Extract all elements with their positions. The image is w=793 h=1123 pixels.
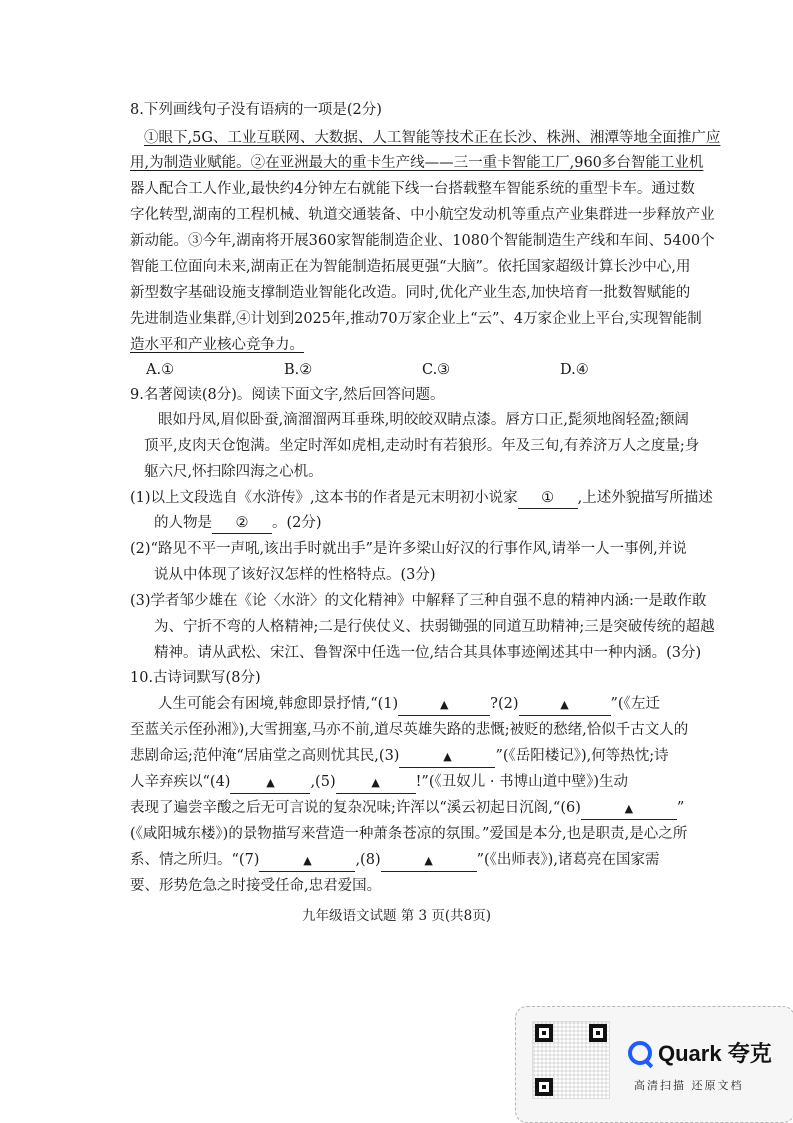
option-d: D.④ — [560, 362, 589, 378]
q9-sub3-line2: 为、宁折不弯的人格精神;二是行侠仗义、扶弱锄强的同道互助精神;三是突破传统的超越 — [154, 619, 715, 635]
q9-sub1-line2 — [154, 513, 322, 534]
q10-text-10: 表现了遍尝辛酸之后无可言说的复杂况味;许浑以“溪云初起日沉阁,“(6) — [130, 800, 581, 816]
option-b: B.② — [284, 362, 313, 378]
q10-line-8: 要、形势危急之时接受任命,忠君爱国。 — [130, 878, 382, 894]
q10-line-5 — [130, 798, 684, 820]
option-c: C.③ — [422, 362, 451, 378]
q10-line-3 — [130, 746, 669, 768]
q9-sub2-line1: (2)“路见不平一声吼,该出手时就出手”是许多梁山好汉的行事作风,请举一人一事例,并说 — [130, 541, 687, 557]
page-footer: 九年级语文试题 第 3 页(共8页) — [301, 908, 492, 924]
poem-blank-7[interactable]: ▲ — [259, 851, 355, 872]
q10-text-9: !”(《丑奴儿 · 书博山道中壁》)生动 — [415, 774, 628, 790]
quark-watermark — [515, 1006, 793, 1123]
q10-line-2: 至蓝关示侄孙湘》),大雪拥塞,马亦不前,道尽英雄失路的悲慨;被贬的愁绪,恰似千古文人的 — [130, 722, 689, 738]
poem-blank-3[interactable]: ▲ — [399, 747, 495, 768]
q9-sub1-text-c: 的人物是 — [154, 515, 212, 531]
poem-blank-2[interactable]: ▲ — [519, 695, 611, 716]
qr-code-icon — [532, 1021, 610, 1099]
q10-text-1: 人生可能会有困境,韩愈即景抒情,“(1) — [158, 696, 399, 712]
q10-text-6: ”(《岳阳楼记》),何等热忱;诗 — [495, 748, 669, 764]
q9-sub3-line3: 精神。请从武松、宋江、鲁智深中任选一位,结合其具体事迹阐述其中一种内涵。(3分) — [154, 645, 702, 661]
q8-line-6: 智能工位面向未来,湖南正在为智能制造拓展更强“大脑”。依托国家超级计算长沙中心,用 — [130, 259, 691, 275]
q9-passage-3: 躯六尺,怀扫除四海之心机。 — [144, 464, 323, 480]
poem-blank-4[interactable]: ▲ — [230, 773, 310, 794]
quark-tagline: 高清扫描 还原文档 — [634, 1079, 744, 1092]
q9-sub1-text-d: 。(2分) — [272, 515, 322, 531]
q10-line-4 — [130, 772, 628, 794]
q10-text-7: 人辛弃疾以“(4) — [130, 774, 231, 790]
q10-text-5: 悲剧命运;范仲淹“居庙堂之高则忧其民,(3) — [130, 748, 400, 764]
q10-text-13: 系、情之所归。“(7) — [130, 852, 260, 868]
q9-sub1-text-a: (1)以上文段选自《水浒传》,这本书的作者是元末明初小说家 — [130, 490, 518, 506]
poem-blank-6[interactable]: ▲ — [581, 799, 677, 820]
q10-title: 10.古诗词默写(8分) — [130, 670, 261, 686]
q10-text-8: ,(5) — [310, 774, 336, 790]
poem-blank-8[interactable]: ▲ — [381, 851, 477, 872]
answer-blank-1[interactable]: ① — [518, 488, 578, 509]
q9-title: 9.名著阅读(8分)。阅读下面文字,然后回答问题。 — [130, 387, 445, 403]
quark-brand: Quark 夸克 — [658, 1041, 772, 1066]
quark-logo-icon — [628, 1041, 652, 1065]
poem-blank-1[interactable]: ▲ — [398, 695, 490, 716]
quark-logo — [628, 1037, 772, 1068]
q9-sub1-line1 — [130, 488, 713, 509]
q8-line-4: 字化转型,湖南的工程机械、轨道交通装备、中小航空发动机等重点产业集群进一步释放产业 — [130, 207, 715, 223]
q8-line-9: 造水平和产业核心竞争力。 — [130, 337, 304, 353]
q9-sub1-text-b: ,上述外貌描写所描述 — [577, 490, 713, 506]
q10-text-14: ,(8) — [355, 852, 381, 868]
q8-line-3: 器人配合工人作业,最快约4分钟左右就能下线一台搭载整车智能系统的重型卡车。通过数 — [130, 181, 695, 197]
q8-line-7: 新型数字基础设施支撑制造业智能化改造。同时,优化产业生态,加快培育一批数智赋能的 — [130, 285, 691, 301]
q10-text-3: ”(《左迁 — [610, 696, 660, 712]
q10-line-6: (《咸阳城东楼》)的景物描写来营造一种萧条苍凉的氛围。”爱国是本分,也是职责,是心之所 — [130, 826, 688, 842]
q10-line-1 — [158, 694, 660, 716]
q10-text-11: ” — [676, 800, 685, 816]
q8-line-1: ①眼下,5G、工业互联网、大数据、人工智能等技术正在长沙、株洲、湘潭等地全面推广应 — [144, 130, 721, 146]
q8-line-8: 先进制造业集群,④计划到2025年,推动70万家企业上“云”、4万家企业上平台,实现智能制 — [130, 311, 702, 327]
q8-title: 8.下列画线句子没有语病的一项是(2分) — [130, 102, 382, 118]
q8-options — [146, 360, 698, 380]
q10-text-2: ?(2) — [490, 696, 519, 712]
q9-sub2-line2: 说从中体现了该好汉怎样的性格特点。(3分) — [154, 567, 436, 583]
q8-line-2: 用,为制造业赋能。②在亚洲最大的重卡生产线——三一重卡智能工厂,960多台智能工业机 — [130, 155, 704, 171]
q9-passage-1: 眼如丹凤,眉似卧蚕,滴溜溜两耳垂珠,明皎皎双睛点漆。唇方口正,髭须地阁轻盈;额阔 — [158, 412, 689, 428]
q10-line-7 — [130, 850, 659, 872]
q9-sub3-line1: (3)学者邹少雄在《论〈水浒〉的文化精神》中解释了三种自强不息的精神内涵:一是敢作敢 — [130, 593, 707, 609]
answer-blank-2[interactable]: ② — [212, 513, 272, 534]
q10-text-15: ”(《出师表》),诸葛亮在国家需 — [476, 852, 660, 868]
q9-passage-2: 顶平,皮肉天仓饱满。坐定时浑如虎相,走动时有若狼形。年及三旬,有养济万人之度量;身 — [144, 438, 700, 454]
q8-line-5: 新动能。③今年,湖南将开展360家智能制造企业、1080个智能制造生产线和车间、5400个 — [130, 233, 715, 249]
option-a: A.① — [146, 362, 175, 378]
poem-blank-5[interactable]: ▲ — [336, 773, 416, 794]
